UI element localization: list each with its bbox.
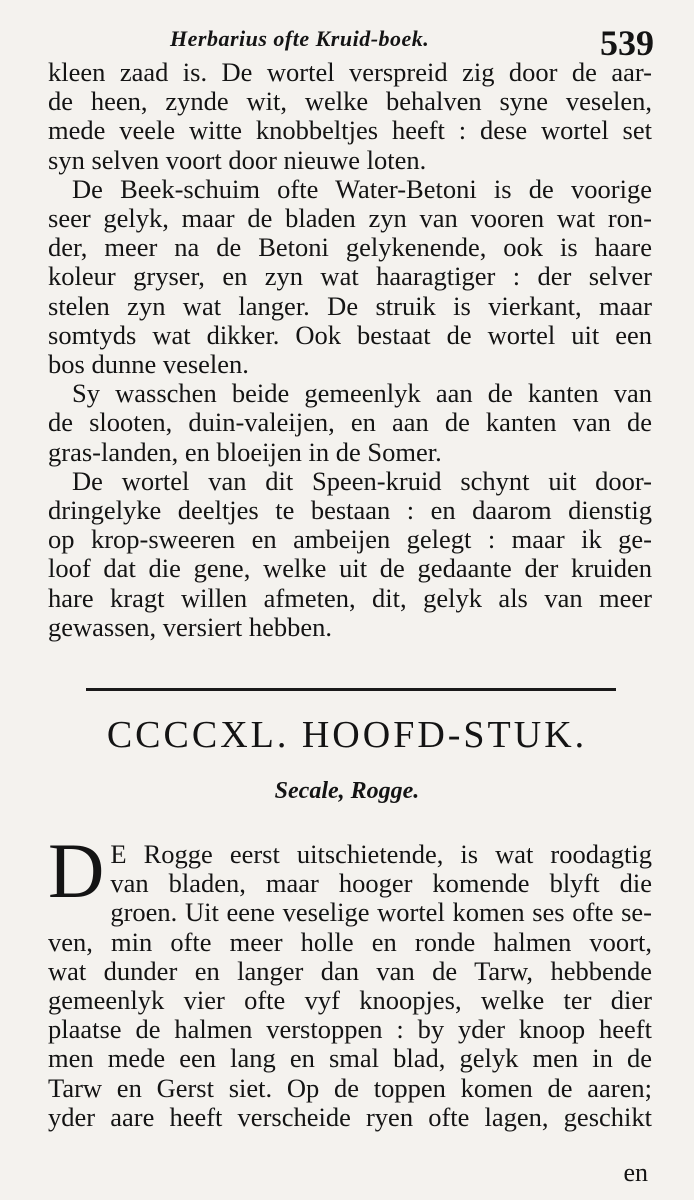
text-line: De Beek-schuim ofte Water-Betoni is de voorige [72,173,652,204]
text-line: de heen, zynde wit, welke behalven syne veselen, [48,86,652,117]
text-line: De wortel van dit Speen-kruid schynt uit door- [72,465,652,496]
text-line: gras-landen, en bloeijen in de Somer. [48,436,442,467]
text-line: mede veele witte knobbeltjes heeft : dese wortel set [48,115,652,146]
text-line: stelen zyn wat langer. De struik is vierkant, maar [48,290,652,321]
text-line: kleen zaad is. De wortel verspreid zig door de aar- [48,57,652,87]
text-line: E Rogge eerst uitschietende, is wat roodagtig [110,839,652,869]
running-title: Herbarius ofte Kruid-boek. [170,26,430,51]
page-number: 539 [600,23,654,63]
text-line: groen. Uit eene veselige wortel komen ses ofte se- [110,897,652,928]
drop-cap: D [48,827,105,914]
text-line: der, meer na de Betoni gelykenende, ook is haare [48,232,652,263]
text-line: de slooten, duin-valeijen, en aan de kanten van de [48,407,652,438]
text-line: seer gelyk, maar de bladen zyn van vooren wat ron- [48,203,652,234]
chapter-subtitle: Secale, Rogge. [274,778,420,804]
section-2-text [48,827,652,1132]
text-line: Tarw en Gerst siet. Op de toppen komen de aaren; [48,1072,652,1103]
text-line: plaatse de halmen verstoppen : by yder knoop heeft [48,1014,652,1045]
text-line: hare kragt willen afmeten, dit, gelyk als van meer [48,582,652,613]
text-line: loof dat die gene, welke uit de gedaante der kruiden [48,553,652,584]
text-line: gewassen, versiert hebben. [48,611,333,642]
text-line: van bladen, maar hooger komende blyft die [110,868,652,899]
text-line: somtyds wat dikker. Ook bestaat de wortel uit een [48,319,652,350]
text-line: Sy wasschen beide gemeenlyk aan de kanten van [72,378,652,409]
text-line: koleur gryser, en zyn wat haaragtiger : der selver [48,261,652,292]
text-line: syn selven voort door nieuwe loten. [48,144,427,175]
text-line: wat dunder en langer dan van de Tarw, hebbende [48,955,652,986]
text-line: yder aare heeft verscheide ryen ofte lagen, geschikt [48,1101,652,1132]
section-divider [86,688,616,691]
text-line: dringelyke deeltjes te bestaan : en daarom dienstig [48,495,652,526]
text-line: gemeenlyk vier ofte vyf knoopjes, welke ter dier [48,985,652,1016]
text-line: bos dunne veselen. [48,349,249,380]
text-line: ven, min ofte meer holle en ronde halmen voort, [48,926,652,957]
catchword: en [623,1158,648,1187]
chapter-title: CCCCXL. HOOFD-STUK. [106,714,588,756]
section-1-text [48,58,652,642]
text-line: op krop-sweeren en ambeijen gelegt : maar ik ge- [48,524,652,555]
text-line: men mede een lang en smal blad, gelyk men in de [48,1043,652,1074]
